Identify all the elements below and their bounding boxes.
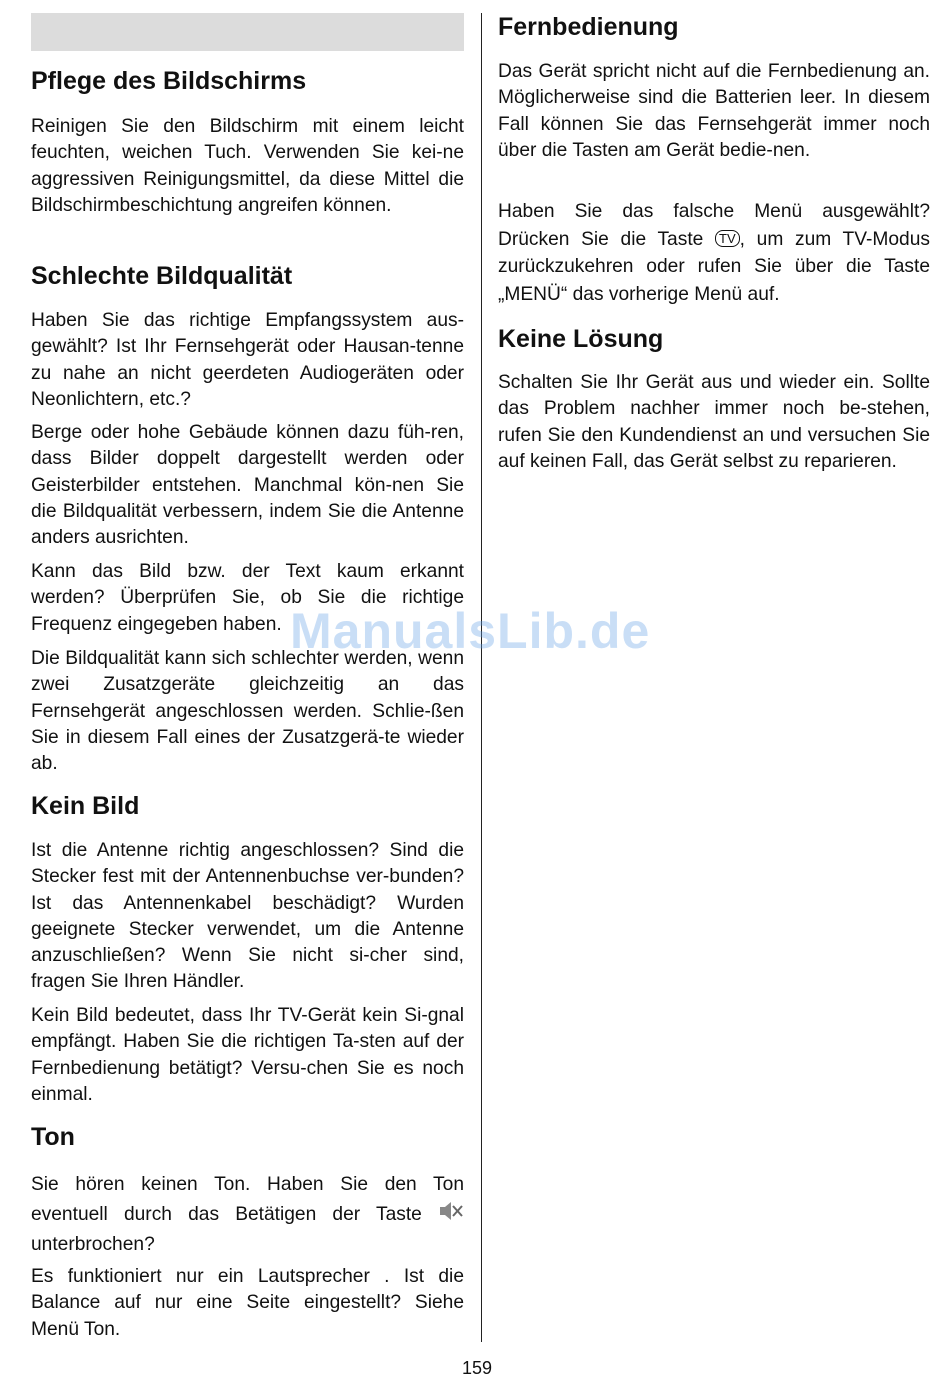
- ton-text-after: unterbrochen?: [31, 1234, 155, 1255]
- kein-bild-paragraph-1: Ist die Antenne richtig angeschlossen? Sind die Stecker fest mit der Antennenbuchse ver-bunden? Ist das Antennenkabel beschädigt? Wurden geeignete Stecker verwendet, um die Antenne anzuschließen? Wenn Sie nicht si-cher sind, fragen Sie Ihren Händler.: [31, 840, 464, 993]
- kein-bild-paragraph-2: Kein Bild bedeutet, dass Ihr TV-Gerät kein Si-gnal empfängt. Haben Sie die richtigen Ta-sten auf der Fernbedienung betätigt? Versu-chen Sie es noch einmal.: [31, 1005, 464, 1105]
- heading-pflege: Pflege des Bildschirms: [31, 67, 307, 95]
- mute-icon: [438, 1200, 464, 1222]
- page-number: 159: [462, 1358, 493, 1378]
- bildqualitaet-paragraph-4: Die Bildqualität kann sich schlechter werden, wenn zwei Zusatzgeräte gleichzeitig an das Fernsehgerät angeschlossen werden. Schlie-ßen Sie in diesem Fall eines der Zusatzgerä-te wieder ab.: [31, 648, 464, 775]
- heading-keine-loesung: Keine Lösung: [498, 325, 664, 353]
- bildqualitaet-paragraph-2: Berge oder hohe Gebäude können dazu füh-ren, dass Bilder doppelt dargestellt werden oder Geisterbilder entstehen. Manchmal kön-nen Sie die Bildqualität verbessern, indem Sie die Antenne anders ausrichten.: [31, 422, 464, 549]
- header-bar: [31, 13, 464, 51]
- fernbedienung-paragraph-2: [498, 198, 930, 308]
- bildqualitaet-paragraph-1: Haben Sie das richtige Empfangssystem aus-gewählt? Ist Ihr Fernsehgerät oder Hausan-tenne zu nahe an nicht geerdeten Audiogeräten oder Neonlichtern, etc.?: [31, 310, 464, 410]
- pflege-paragraph-1: Reinigen Sie den Bildschirm mit einem leicht feuchten, weichen Tuch. Verwenden Sie kei-ne aggressiven Reinigungsmittel, da diese Mittel die Bildschirmbeschichtung angreifen können.: [31, 116, 464, 216]
- heading-bildqualitaet: Schlechte Bildqualität: [31, 262, 293, 290]
- ton-text-before: Sie hören keinen Ton. Haben Sie den Ton eventuell durch das Betätigen der Taste: [31, 1174, 464, 1225]
- keine-loesung-paragraph-1: Schalten Sie Ihr Gerät aus und wieder ein. Sollte das Problem nachher immer noch be-stehen, rufen Sie den Kundendienst an und versuchen Sie auf keinen Fall, das Gerät selbst zu reparieren.: [498, 372, 930, 472]
- tv-key-icon: TV: [715, 230, 740, 247]
- heading-ton: Ton: [31, 1123, 75, 1151]
- watermark: ManualsLib.de: [290, 603, 651, 659]
- column-divider: [481, 13, 482, 1342]
- fernbedienung-text-after: , um zum TV-Modus zurückzukehren oder rufen Sie über die Taste „MENÜ“ das vorherige Menü auf.: [498, 228, 930, 305]
- heading-kein-bild: Kein Bild: [31, 792, 140, 820]
- ton-paragraph-2: Es funktioniert nur ein Lautsprecher . Ist die Balance auf nur eine Seite eingestellt? Siehe Menü Ton.: [31, 1266, 464, 1340]
- fernbedienung-paragraph-1: Das Gerät spricht nicht auf die Fernbedienung an. Möglicherweise sind die Batterien leer. In diesem Fall können Sie das Fernsehgerät immer noch über die Tasten am Gerät bedie-nen.: [498, 61, 930, 161]
- ton-paragraph-1: [31, 1170, 464, 1260]
- fernbedienung-text-before: Haben Sie das falsche Menü ausgewählt? Drücken Sie die Taste: [498, 201, 930, 250]
- bildqualitaet-paragraph-3: Kann das Bild bzw. der Text kaum erkannt werden? Überprüfen Sie, ob Sie die richtige Frequenz eingegeben haben.: [31, 561, 464, 635]
- heading-fernbedienung: Fernbedienung: [498, 13, 679, 41]
